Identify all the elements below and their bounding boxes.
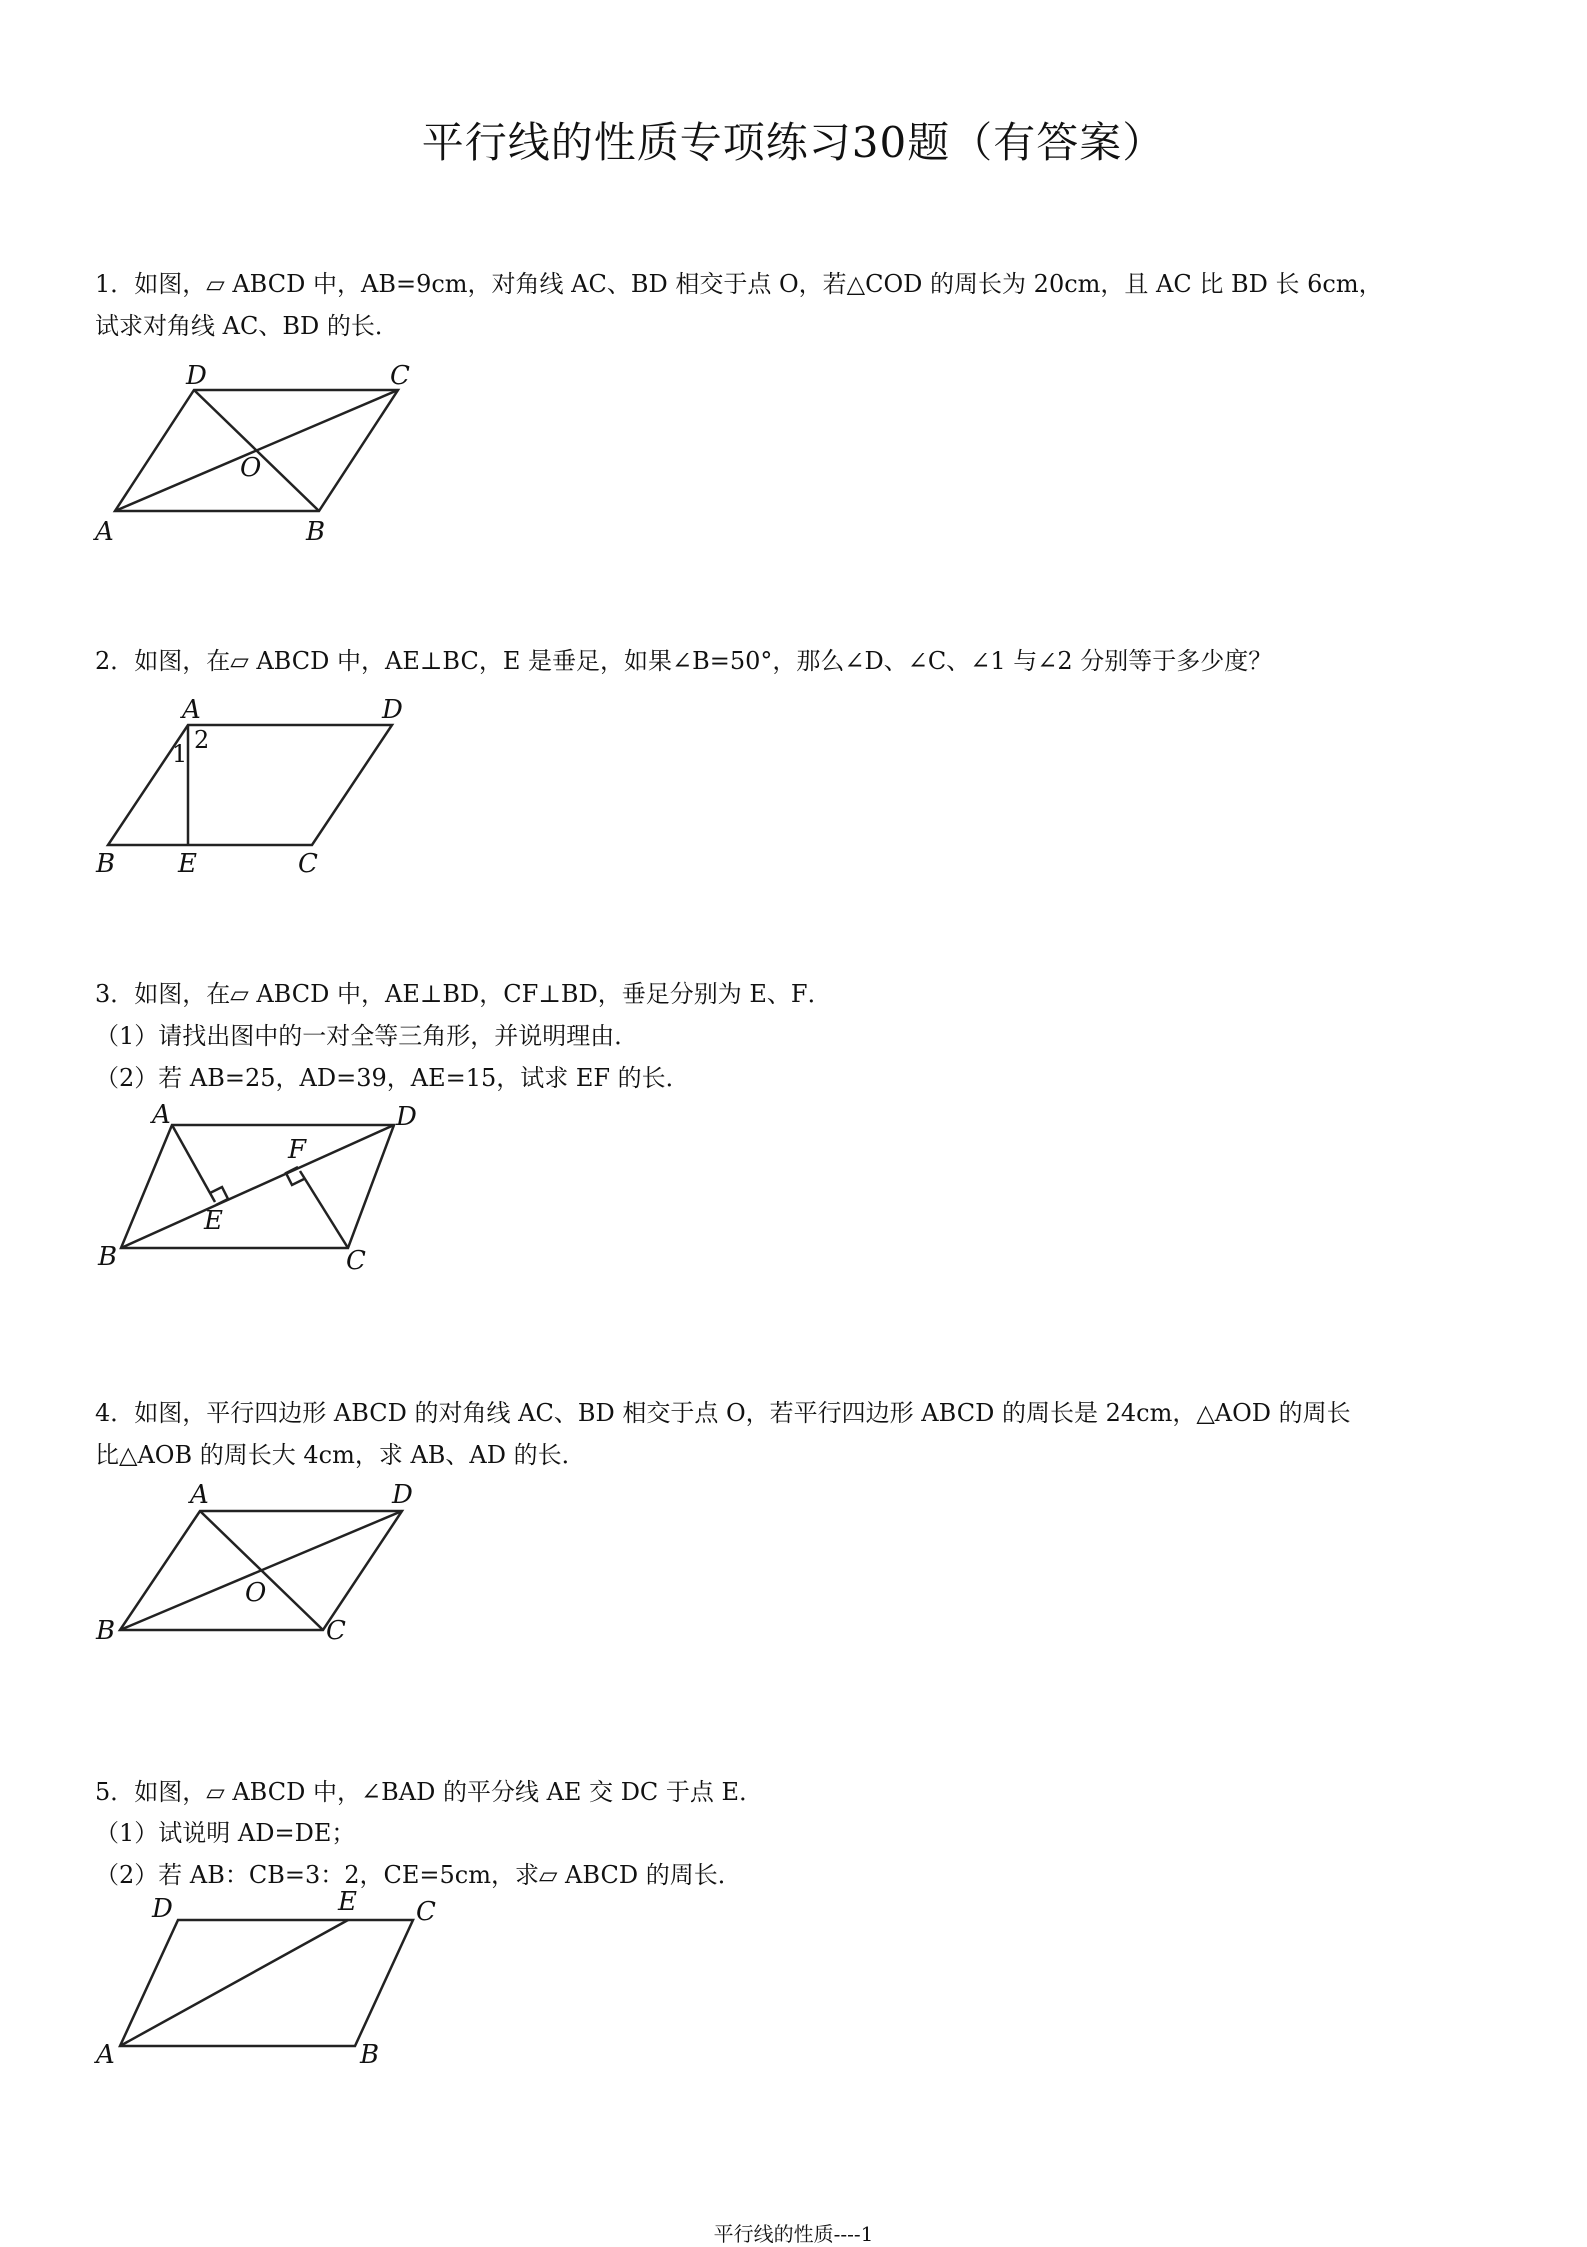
label-c: C — [416, 1897, 436, 1927]
diagonal-bd — [121, 1125, 394, 1248]
label-a: A — [190, 1480, 209, 1510]
page-title: 平行线的性质专项练习30题（有答案） — [421, 118, 1166, 167]
question-4-figure — [90, 1475, 450, 1655]
label-b: B — [96, 1616, 116, 1646]
label-f: F — [288, 1135, 307, 1165]
label-d: D — [396, 1102, 417, 1132]
label-e: E — [338, 1887, 357, 1917]
right-angle-marker-f — [286, 1167, 304, 1185]
question-2-figure — [90, 690, 430, 880]
question-2-line-1: 2．如图，在▱ ABCD 中，AE⊥BC，E 是垂足，如果∠B=50°，那么∠D、∠C、∠1 与∠2 分别等于多少度？ — [95, 647, 1273, 675]
perpendicular-ae — [172, 1125, 215, 1202]
question-5-figure — [90, 1885, 470, 2070]
angle-label-1: 1 — [172, 740, 188, 768]
label-c: C — [326, 1616, 346, 1646]
question-4-line-2: 比△AOB 的周长大 4cm，求 AB、AD 的长． — [95, 1441, 586, 1469]
parallelogram-abcd — [108, 725, 392, 845]
question-3-figure — [90, 1095, 450, 1275]
angle-label-2: 2 — [194, 726, 210, 754]
question-1-figure — [90, 350, 450, 550]
label-b: B — [96, 849, 116, 879]
label-d: D — [152, 1894, 173, 1924]
question-3-line-3: （2）若 AB=25，AD=39，AE=15，试求 EF 的长． — [95, 1064, 690, 1092]
question-1-line-2: 试求对角线 AC、BD 的长． — [95, 312, 399, 340]
bisector-ae — [120, 1920, 348, 2046]
label-a: A — [96, 2040, 115, 2070]
question-1-line-1: 1．如图，▱ ABCD 中，AB=9cm，对角线 AC、BD 相交于点 O，若△COD 的周长为 20cm，且 AC 比 BD 长 6cm， — [95, 270, 1383, 298]
label-a: A — [182, 695, 201, 725]
label-e: E — [178, 849, 197, 879]
label-c: C — [346, 1246, 366, 1276]
label-d: D — [382, 695, 403, 725]
label-a: A — [95, 517, 114, 547]
page-footer: 平行线的性质----1 — [713, 2222, 874, 2246]
label-a: A — [152, 1100, 171, 1130]
label-b: B — [306, 517, 326, 547]
label-e: E — [204, 1206, 223, 1236]
question-3-line-1: 3．如图，在▱ ABCD 中，AE⊥BD，CF⊥BD，垂足分别为 E、F． — [95, 980, 832, 1008]
question-5-line-1: 5．如图，▱ ABCD 中，∠BAD 的平分线 AE 交 DC 于点 E． — [95, 1778, 764, 1806]
diagonal-bd — [194, 390, 319, 511]
label-o: O — [240, 453, 262, 483]
label-b: B — [98, 1242, 118, 1272]
label-c: C — [390, 361, 410, 391]
label-c: C — [298, 849, 318, 879]
label-d: D — [186, 361, 207, 391]
diagonal-bd — [120, 1511, 402, 1630]
label-b: B — [360, 2040, 380, 2070]
label-o: O — [245, 1578, 267, 1608]
question-4-line-1: 4．如图，平行四边形 ABCD 的对角线 AC、BD 相交于点 O，若平行四边形 ABCD 的周长是 24cm，△AOD 的周长 — [95, 1399, 1351, 1427]
label-d: D — [392, 1480, 413, 1510]
parallelogram-abcd — [120, 1920, 413, 2046]
question-5-line-3: （2）若 AB：CB=3：2，CE=5cm，求▱ ABCD 的周长． — [95, 1861, 742, 1889]
question-3-line-2: （1）请找出图中的一对全等三角形，并说明理由． — [95, 1022, 639, 1050]
perpendicular-cf — [300, 1171, 348, 1248]
question-5-line-2: （1）试说明 AD=DE； — [95, 1819, 356, 1847]
